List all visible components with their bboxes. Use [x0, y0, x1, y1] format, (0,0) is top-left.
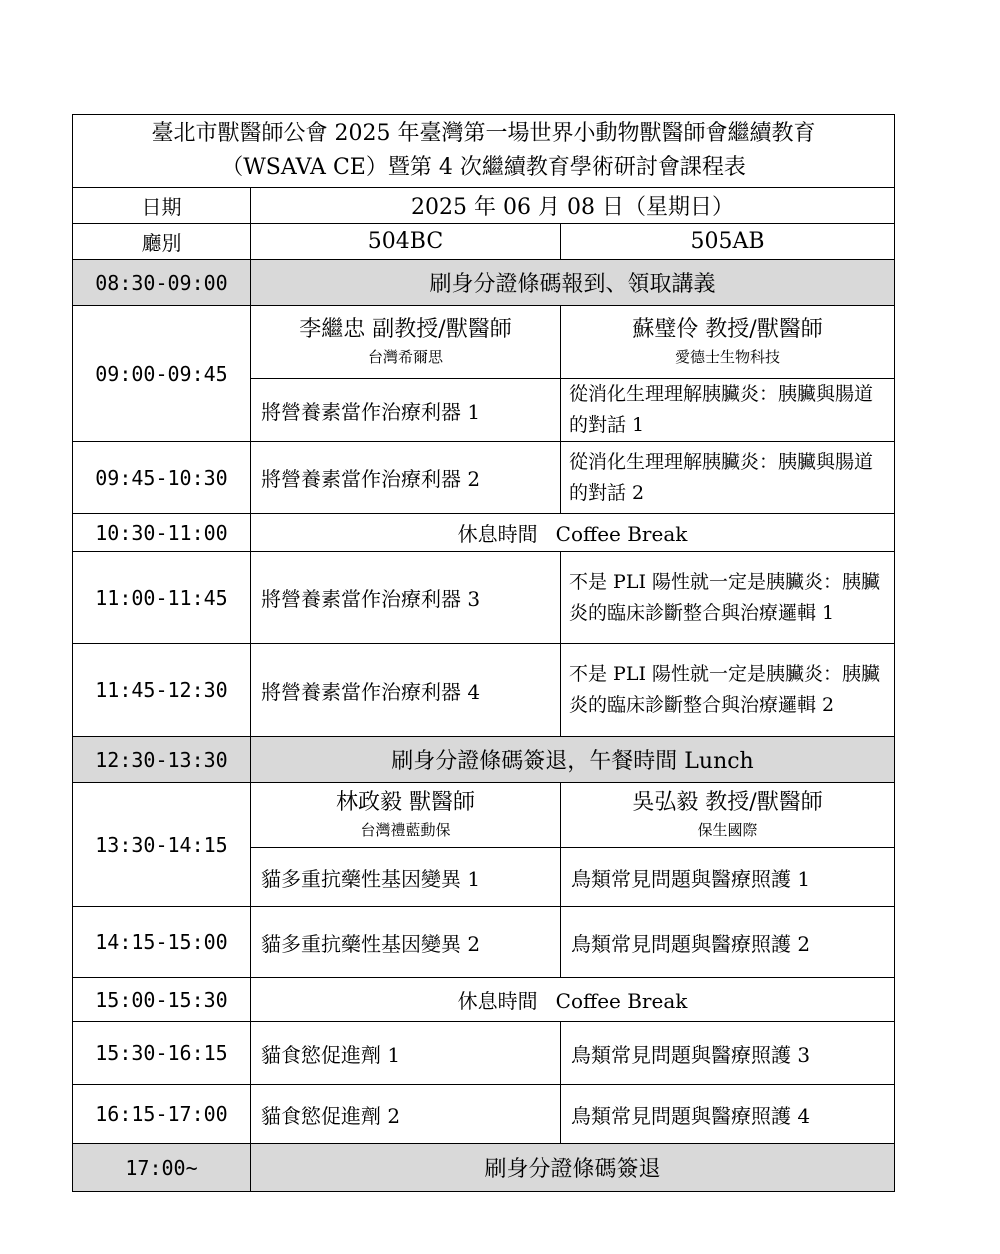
topic-a: 貓食慾促進劑 2 — [251, 1085, 561, 1144]
break-row — [73, 978, 895, 1022]
topic-a: 將營養素當作治療利器 1 — [251, 379, 561, 442]
break-label-zh: 休息時間 — [457, 989, 538, 1013]
break-row — [73, 514, 895, 552]
lunch-row — [73, 737, 895, 783]
schedule-row — [73, 907, 895, 978]
checkin-text: 刷身分證條碼報到、領取講義 — [251, 260, 895, 306]
title-line-1: 臺北市獸醫師公會 2025 年臺灣第一場世界小動物獸醫師會繼續教育 — [151, 121, 816, 146]
topic-a: 將營養素當作治療利器 4 — [251, 644, 561, 737]
speaker-name: 蘇璧伶 教授/獸醫師 — [632, 317, 823, 342]
time-cell: 14:15-15:00 — [73, 907, 251, 978]
speaker-org: 台灣禮藍動保 — [360, 821, 451, 839]
break-label-en: Coffee Break — [555, 522, 688, 546]
topic-b: 不是 PLI 陽性就一定是胰臟炎：胰臟炎的臨床診斷整合與治療邏輯 2 — [561, 644, 895, 737]
time-cell: 08:30-09:00 — [73, 260, 251, 306]
speaker-b-cell — [561, 783, 895, 848]
title-line-2: （WSAVA CE）暨第 4 次繼續教育學術研討會課程表 — [221, 155, 746, 180]
room-a: 504BC — [251, 224, 561, 260]
speaker-row-afternoon — [73, 783, 895, 848]
schedule-row — [73, 442, 895, 514]
topic-b: 鳥類常見問題與醫療照護 4 — [561, 1085, 895, 1144]
schedule-table — [72, 114, 895, 1192]
time-cell: 16:15-17:00 — [73, 1085, 251, 1144]
title-row — [73, 115, 895, 188]
time-cell: 09:00-09:45 — [73, 306, 251, 442]
speaker-a-cell — [251, 306, 561, 379]
room-b: 505AB — [561, 224, 895, 260]
speaker-name: 李繼忠 副教授/獸醫師 — [299, 317, 512, 342]
speaker-a-cell — [251, 783, 561, 848]
topic-b: 鳥類常見問題與醫療照護 3 — [561, 1022, 895, 1085]
break-label-zh: 休息時間 — [457, 522, 538, 546]
topic-b: 從消化生理理解胰臟炎：胰臟與腸道的對話 1 — [561, 379, 895, 442]
topic-a: 貓多重抗藥性基因變異 2 — [251, 907, 561, 978]
speaker-row-morning — [73, 306, 895, 379]
time-cell: 11:45-12:30 — [73, 644, 251, 737]
topic-a: 貓食慾促進劑 1 — [251, 1022, 561, 1085]
schedule-row — [73, 552, 895, 644]
date-row — [73, 188, 895, 224]
speaker-org: 保生國際 — [697, 821, 758, 839]
date-value: 2025 年 06 月 08 日（星期日） — [251, 188, 895, 224]
checkout-text: 刷身分證條碼簽退 — [251, 1144, 895, 1192]
page-title — [73, 115, 895, 188]
speaker-org: 愛德士生物科技 — [675, 348, 781, 366]
time-cell: 11:00-11:45 — [73, 552, 251, 644]
break-cell — [251, 978, 895, 1022]
topic-a: 將營養素當作治療利器 2 — [251, 442, 561, 514]
time-cell: 12:30-13:30 — [73, 737, 251, 783]
topic-a: 將營養素當作治療利器 3 — [251, 552, 561, 644]
speaker-name: 吳弘毅 教授/獸醫師 — [632, 790, 823, 815]
schedule-row — [73, 1085, 895, 1144]
topic-a: 貓多重抗藥性基因變異 1 — [251, 848, 561, 907]
schedule-row — [73, 1022, 895, 1085]
time-cell: 15:30-16:15 — [73, 1022, 251, 1085]
break-cell — [251, 514, 895, 552]
time-cell: 09:45-10:30 — [73, 442, 251, 514]
topic-b: 鳥類常見問題與醫療照護 1 — [561, 848, 895, 907]
lunch-text: 刷身分證條碼簽退，午餐時間 Lunch — [251, 737, 895, 783]
topic-b: 從消化生理理解胰臟炎：胰臟與腸道的對話 2 — [561, 442, 895, 514]
schedule-sheet — [72, 114, 894, 1192]
room-label: 廳別 — [73, 224, 251, 260]
speaker-org: 台灣希爾思 — [367, 348, 443, 366]
checkout-row — [73, 1144, 895, 1192]
schedule-row — [73, 644, 895, 737]
speaker-b-cell — [561, 306, 895, 379]
date-label: 日期 — [73, 188, 251, 224]
time-cell: 15:00-15:30 — [73, 978, 251, 1022]
break-label-en: Coffee Break — [555, 989, 688, 1013]
time-cell: 17:00~ — [73, 1144, 251, 1192]
time-cell: 10:30-11:00 — [73, 514, 251, 552]
speaker-name: 林政毅 獸醫師 — [336, 790, 475, 815]
topic-b: 鳥類常見問題與醫療照護 2 — [561, 907, 895, 978]
time-cell: 13:30-14:15 — [73, 783, 251, 907]
schedule-row-checkin — [73, 260, 895, 306]
room-row — [73, 224, 895, 260]
topic-b: 不是 PLI 陽性就一定是胰臟炎：胰臟炎的臨床診斷整合與治療邏輯 1 — [561, 552, 895, 644]
